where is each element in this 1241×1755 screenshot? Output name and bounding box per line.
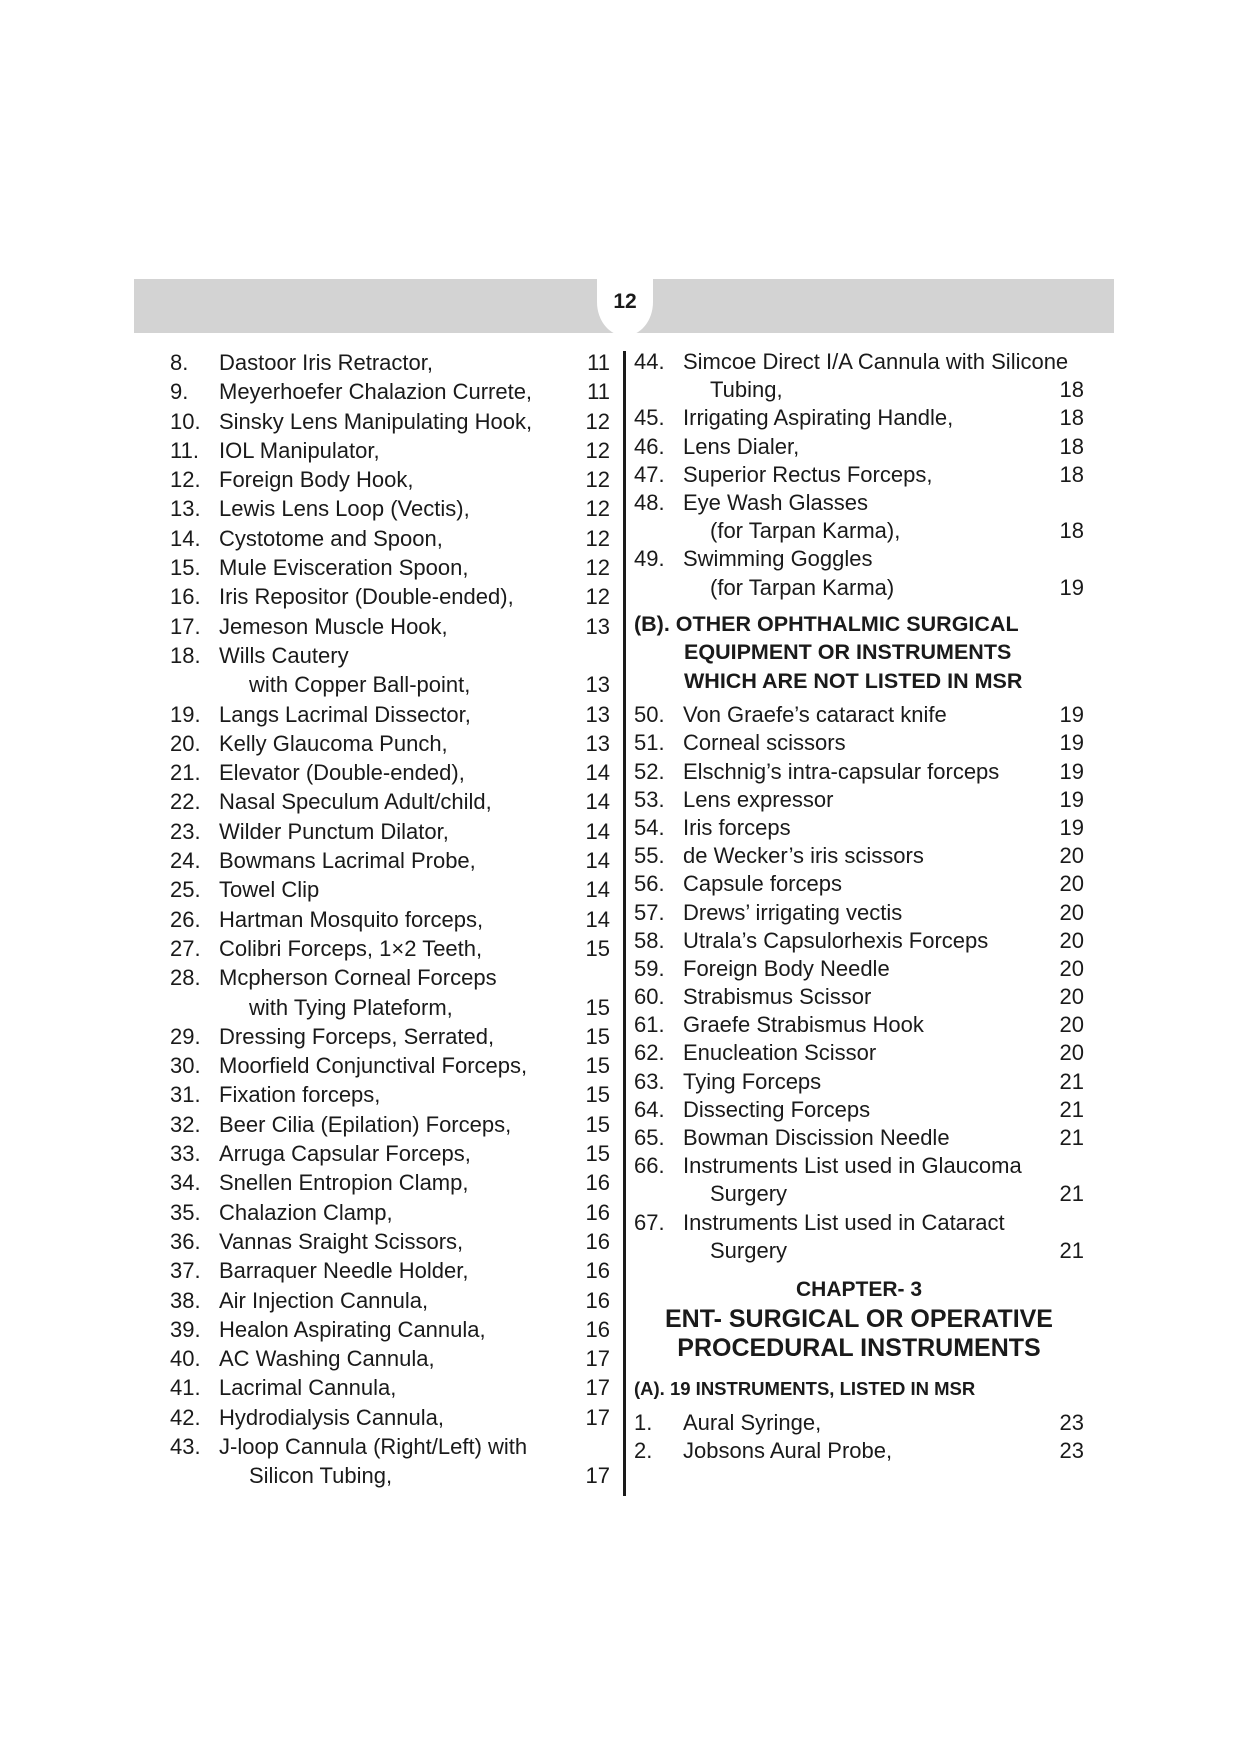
toc-entry-page: 20 bbox=[1059, 899, 1084, 925]
toc-entry-page: 13 bbox=[585, 672, 610, 698]
toc-entry-page: 20 bbox=[1059, 927, 1084, 953]
toc-entry-number: 57. bbox=[634, 899, 665, 925]
toc-entry-line bbox=[634, 1237, 1084, 1265]
toc-entry-page: 21 bbox=[1059, 1068, 1084, 1094]
toc-entry-title: Eye Wash Glasses bbox=[683, 489, 869, 515]
toc-entry-page: 15 bbox=[585, 935, 610, 961]
toc-entry-number: 64. bbox=[634, 1096, 665, 1122]
toc-entry-number: 22. bbox=[170, 789, 201, 815]
toc-entry-line bbox=[170, 1286, 610, 1315]
toc-entry-page: 14 bbox=[585, 906, 610, 932]
toc-entry-page: 23 bbox=[1059, 1409, 1084, 1435]
toc-entry-line bbox=[170, 758, 610, 787]
toc-entry-page: 20 bbox=[1059, 1040, 1084, 1066]
toc-entry-number: 21. bbox=[170, 760, 201, 786]
toc-entry-title: (for Tarpan Karma), bbox=[710, 518, 901, 544]
toc-entry-number: 12. bbox=[170, 467, 201, 493]
toc-entry-line bbox=[170, 1110, 610, 1139]
toc-entry-page: 12 bbox=[585, 555, 610, 581]
toc-entry-page: 13 bbox=[585, 730, 610, 756]
toc-entry-page: 16 bbox=[585, 1170, 610, 1196]
toc-entry-number: 19. bbox=[170, 701, 201, 727]
toc-entry-page: 15 bbox=[585, 1053, 610, 1079]
toc-entry-number: 24. bbox=[170, 848, 201, 874]
toc-entry-line bbox=[170, 1227, 610, 1256]
toc-entry-title: Kelly Glaucoma Punch, bbox=[219, 730, 448, 756]
toc-entry-page: 21 bbox=[1059, 1181, 1084, 1207]
toc-entry-title: Langs Lacrimal Dissector, bbox=[219, 701, 471, 727]
toc-list-ent-msr bbox=[634, 1409, 1084, 1465]
toc-entry-line bbox=[634, 1124, 1084, 1152]
toc-entry-number: 10. bbox=[170, 408, 201, 434]
toc-entry-line bbox=[170, 934, 610, 963]
toc-entry-line bbox=[634, 814, 1084, 842]
toc-entry-number: 65. bbox=[634, 1125, 665, 1150]
toc-entry-number: 44. bbox=[634, 349, 665, 374]
toc-entry-number: 60. bbox=[634, 984, 665, 1010]
toc-entry-number: 37. bbox=[170, 1258, 201, 1284]
toc-entry-line bbox=[634, 1152, 1084, 1180]
toc-entry-title: Strabismus Scissor bbox=[683, 984, 872, 1010]
toc-entry-number: 55. bbox=[634, 843, 665, 869]
toc-entry-number: 58. bbox=[634, 927, 665, 953]
toc-entry-page: 15 bbox=[585, 1141, 610, 1167]
toc-entry-line bbox=[170, 1403, 610, 1432]
toc-entry-page: 11 bbox=[587, 379, 610, 405]
toc-entry-line bbox=[634, 955, 1084, 983]
toc-entry-title: Silicon Tubing, bbox=[249, 1463, 393, 1489]
toc-entry-title: Irrigating Aspirating Handle, bbox=[683, 405, 954, 431]
toc-entry-page: 12 bbox=[585, 496, 610, 522]
toc-entry-line bbox=[170, 465, 610, 494]
toc-entry-page: 12 bbox=[585, 437, 610, 463]
toc-entry-page: 19 bbox=[1059, 702, 1084, 728]
toc-entry-number: 39. bbox=[170, 1316, 201, 1342]
toc-entry-page: 19 bbox=[1059, 730, 1084, 756]
toc-entry-number: 54. bbox=[634, 814, 665, 840]
toc-entry-title: Sinsky Lens Manipulating Hook, bbox=[219, 408, 533, 434]
toc-entry-title: Elschnig’s intra-capsular forceps bbox=[683, 758, 1000, 784]
toc-entry-page: 14 bbox=[585, 877, 610, 903]
toc-entry-title: Jemeson Muscle Hook, bbox=[219, 613, 448, 639]
toc-entry-page: 18 bbox=[1059, 405, 1084, 431]
section-b-line3: WHICH ARE NOT LISTED IN MSR bbox=[684, 668, 1023, 693]
toc-entry-line bbox=[634, 927, 1084, 955]
toc-entry-line bbox=[170, 582, 610, 611]
toc-entry-page: 20 bbox=[1059, 871, 1084, 897]
toc-entry-line bbox=[170, 846, 610, 875]
toc-entry-line bbox=[634, 1437, 1084, 1465]
toc-entry-number: 20. bbox=[170, 730, 201, 756]
toc-entry-number: 49. bbox=[634, 546, 665, 572]
toc-entry-page: 23 bbox=[1059, 1438, 1084, 1464]
toc-entry-line bbox=[170, 817, 610, 846]
toc-entry-line bbox=[170, 553, 610, 582]
toc-entry-title: Surgery bbox=[710, 1181, 788, 1207]
toc-entry-page: 16 bbox=[585, 1287, 610, 1313]
toc-entry-line bbox=[170, 1344, 610, 1373]
chapter-heading bbox=[634, 1275, 1084, 1363]
toc-entry-line bbox=[634, 758, 1084, 786]
section-a-heading: (A). 19 INSTRUMENTS, LISTED IN MSR bbox=[634, 1377, 976, 1399]
toc-entry-title: (for Tarpan Karma) bbox=[710, 574, 895, 600]
toc-entry-title: Aural Syringe, bbox=[683, 1409, 822, 1435]
toc-entry-line bbox=[170, 377, 610, 406]
toc-entry-title: Bowman Discission Needle bbox=[683, 1125, 950, 1150]
toc-entry-page: 20 bbox=[1059, 843, 1084, 869]
chapter-title-line1: ENT- SURGICAL OR OPERATIVE bbox=[664, 1304, 1053, 1333]
toc-entry-line bbox=[634, 786, 1084, 814]
toc-entry-page: 17 bbox=[585, 1463, 610, 1489]
toc-entry-line bbox=[634, 1011, 1084, 1039]
toc-entry-title: AC Washing Cannula, bbox=[219, 1346, 435, 1372]
toc-entry-page: 12 bbox=[585, 584, 610, 610]
toc-entry-page: 19 bbox=[1059, 814, 1084, 840]
toc-entry-title: Enucleation Scissor bbox=[683, 1040, 877, 1066]
toc-entry-number: 29. bbox=[170, 1023, 201, 1049]
toc-entry-title: Dissecting Forceps bbox=[683, 1096, 871, 1122]
toc-entry-page: 16 bbox=[585, 1258, 610, 1284]
toc-entry-line bbox=[634, 870, 1084, 898]
toc-entry-title: Elevator (Double-ended), bbox=[219, 760, 465, 786]
toc-entry-line bbox=[634, 1096, 1084, 1124]
toc-entry-line bbox=[634, 1209, 1084, 1237]
toc-entry-title: Graefe Strabismus Hook bbox=[683, 1012, 924, 1038]
toc-list-other-ophthalmic bbox=[634, 701, 1084, 1265]
toc-entry-title: Moorfield Conjunctival Forceps, bbox=[219, 1053, 528, 1079]
toc-entry-line bbox=[170, 1168, 610, 1197]
toc-entry-page: 15 bbox=[585, 1111, 610, 1137]
toc-entry-number: 9. bbox=[170, 379, 189, 405]
toc-entry-number: 62. bbox=[634, 1040, 665, 1066]
toc-entry-number: 67. bbox=[634, 1209, 665, 1235]
toc-entry-number: 16. bbox=[170, 584, 201, 610]
toc-entry-title: Bowmans Lacrimal Probe, bbox=[219, 848, 476, 874]
toc-entry-line bbox=[634, 983, 1084, 1011]
toc-entry-page: 15 bbox=[585, 994, 610, 1020]
toc-entry-title: de Wecker’s iris scissors bbox=[683, 843, 924, 869]
toc-entry-line bbox=[634, 899, 1084, 927]
toc-entry-line bbox=[170, 1198, 610, 1227]
toc-entry-page: 18 bbox=[1059, 433, 1084, 459]
toc-entry-title: Cystotome and Spoon, bbox=[219, 525, 443, 551]
toc-entry-number: 63. bbox=[634, 1068, 665, 1094]
toc-entry-line bbox=[634, 729, 1084, 757]
toc-entry-line bbox=[170, 700, 610, 729]
toc-entry-line bbox=[170, 612, 610, 641]
toc-entry-page: 15 bbox=[585, 1023, 610, 1049]
toc-entry-line bbox=[170, 1315, 610, 1344]
toc-entry-line bbox=[170, 963, 610, 992]
toc-entry-page: 17 bbox=[585, 1375, 610, 1401]
toc-entry-number: 30. bbox=[170, 1053, 201, 1079]
toc-entry-page: 19 bbox=[1059, 758, 1084, 784]
toc-entry-title: Healon Aspirating Cannula, bbox=[219, 1316, 486, 1342]
toc-entry-title: Snellen Entropion Clamp, bbox=[219, 1170, 469, 1196]
toc-entry-title: Von Graefe’s cataract knife bbox=[683, 702, 947, 728]
toc-entry-page: 16 bbox=[585, 1199, 610, 1225]
toc-entry-line bbox=[170, 1461, 610, 1490]
toc-entry-title: Hydrodialysis Cannula, bbox=[219, 1404, 444, 1430]
toc-entry-title: Mule Evisceration Spoon, bbox=[219, 555, 469, 581]
toc-entry-title: Superior Rectus Forceps, bbox=[683, 461, 933, 487]
toc-entry-line bbox=[170, 993, 610, 1022]
toc-entry-line bbox=[170, 875, 610, 904]
toc-entry-title: Dressing Forceps, Serrated, bbox=[219, 1023, 495, 1049]
toc-entry-number: 66. bbox=[634, 1153, 665, 1179]
toc-entry-page: 18 bbox=[1059, 518, 1084, 544]
toc-entry-page: 14 bbox=[585, 818, 610, 844]
toc-entry-number: 26. bbox=[170, 906, 201, 932]
toc-entry-line bbox=[634, 1068, 1084, 1096]
toc-entry-page: 20 bbox=[1059, 984, 1084, 1010]
toc-entry-number: 2. bbox=[634, 1438, 653, 1464]
toc-entry-title: Air Injection Cannula, bbox=[219, 1287, 429, 1313]
toc-entry-page: 20 bbox=[1059, 955, 1084, 981]
toc-entry-number: 18. bbox=[170, 642, 201, 668]
toc-entry-line bbox=[170, 641, 610, 670]
toc-entry-number: 27. bbox=[170, 935, 201, 961]
toc-entry-line bbox=[170, 787, 610, 816]
section-b-line1: (B). OTHER OPHTHALMIC SURGICAL bbox=[634, 611, 1019, 636]
toc-entry-title: Lens expressor bbox=[683, 786, 834, 812]
toc-entry-title: Barraquer Needle Holder, bbox=[219, 1258, 469, 1284]
toc-entry-number: 25. bbox=[170, 877, 201, 903]
toc-entry-line bbox=[634, 376, 1084, 404]
toc-entry-line bbox=[170, 436, 610, 465]
toc-entry-number: 51. bbox=[634, 730, 665, 756]
toc-entry-line bbox=[634, 1409, 1084, 1437]
toc-entry-page: 11 bbox=[587, 350, 610, 375]
toc-entry-number: 17. bbox=[170, 613, 201, 639]
toc-entry-title: Corneal scissors bbox=[683, 730, 846, 756]
toc-entry-title: Instruments List used in Cataract bbox=[683, 1209, 1005, 1235]
toc-entry-number: 40. bbox=[170, 1346, 201, 1372]
toc-entry-line bbox=[634, 489, 1084, 517]
toc-entry-page: 12 bbox=[585, 467, 610, 493]
toc-entry-line bbox=[170, 1080, 610, 1109]
toc-entry-title: Foreign Body Needle bbox=[683, 955, 890, 981]
toc-entry-number: 13. bbox=[170, 496, 201, 522]
toc-entry-title: Colibri Forceps, 1×2 Teeth, bbox=[219, 935, 483, 961]
toc-entry-title: Vannas Sraight Scissors, bbox=[219, 1228, 464, 1254]
toc-entry-page: 19 bbox=[1059, 574, 1084, 600]
toc-entry-page: 17 bbox=[585, 1346, 610, 1372]
toc-entry-title: Capsule forceps bbox=[683, 871, 842, 897]
toc-entry-title: Instruments List used in Glaucoma bbox=[683, 1153, 1022, 1179]
toc-right-column bbox=[634, 348, 1084, 1465]
page-number: 12 bbox=[613, 290, 637, 313]
toc-entry-number: 23. bbox=[170, 818, 201, 844]
toc-entry-line bbox=[170, 729, 610, 758]
toc-entry-number: 53. bbox=[634, 786, 665, 812]
toc-entry-page: 21 bbox=[1059, 1096, 1084, 1122]
toc-entry-line bbox=[170, 348, 610, 377]
toc-entry-page: 18 bbox=[1059, 461, 1084, 487]
toc-entry-title: Lens Dialer, bbox=[683, 433, 800, 459]
toc-entry-number: 11. bbox=[170, 437, 199, 463]
toc-entry-title: with Tying Plateform, bbox=[249, 994, 453, 1020]
toc-entry-line bbox=[170, 1051, 610, 1080]
toc-entry-number: 38. bbox=[170, 1287, 201, 1313]
toc-entry-title: Nasal Speculum Adult/child, bbox=[219, 789, 492, 815]
toc-entry-line bbox=[634, 701, 1084, 729]
toc-entry-number: 33. bbox=[170, 1141, 201, 1167]
toc-entry-page: 12 bbox=[585, 525, 610, 551]
toc-entry-line bbox=[634, 404, 1084, 432]
toc-entry-page: 20 bbox=[1059, 1012, 1084, 1038]
toc-entry-number: 8. bbox=[170, 350, 189, 375]
toc-entry-number: 61. bbox=[634, 1012, 665, 1038]
toc-entry-number: 36. bbox=[170, 1228, 201, 1254]
chapter-label: CHAPTER- 3 bbox=[795, 1277, 922, 1301]
toc-entry-title: Utrala’s Capsulorhexis Forceps bbox=[683, 927, 989, 953]
toc-entry-title: Simcoe Direct I/A Cannula with Silicone bbox=[683, 349, 1069, 374]
toc-entry-page: 14 bbox=[585, 760, 610, 786]
toc-entry-line bbox=[170, 1432, 610, 1461]
toc-entry-title: Foreign Body Hook, bbox=[219, 467, 414, 493]
chapter-title-line2: PROCEDURAL INSTRUMENTS bbox=[677, 1333, 1041, 1362]
toc-entry-page: 21 bbox=[1059, 1125, 1084, 1150]
toc-entry-title: Towel Clip bbox=[219, 877, 320, 903]
toc-entry-line bbox=[634, 348, 1084, 376]
toc-entry-number: 46. bbox=[634, 433, 665, 459]
toc-entry-number: 35. bbox=[170, 1199, 201, 1225]
toc-entry-number: 15. bbox=[170, 555, 201, 581]
toc-left-column bbox=[170, 348, 610, 1491]
toc-entry-number: 48. bbox=[634, 489, 665, 515]
toc-entry-line bbox=[634, 517, 1084, 545]
toc-entry-number: 41. bbox=[170, 1375, 201, 1401]
toc-entry-page: 14 bbox=[585, 848, 610, 874]
toc-entry-title: Tubing, bbox=[710, 377, 783, 403]
toc-entry-line bbox=[170, 407, 610, 436]
toc-entry-line bbox=[170, 670, 610, 699]
toc-entry-number: 59. bbox=[634, 955, 665, 981]
toc-entry-page: 15 bbox=[585, 1082, 610, 1108]
toc-entry-page: 18 bbox=[1059, 377, 1084, 403]
toc-entry-line bbox=[634, 574, 1084, 602]
column-divider bbox=[623, 351, 626, 1496]
toc-entry-line bbox=[170, 1256, 610, 1285]
toc-entry-title: IOL Manipulator, bbox=[219, 437, 380, 463]
toc-entry-number: 42. bbox=[170, 1404, 201, 1430]
toc-entry-title: Beer Cilia (Epilation) Forceps, bbox=[219, 1111, 512, 1137]
toc-entry-page: 14 bbox=[585, 789, 610, 815]
toc-entry-number: 14. bbox=[170, 525, 201, 551]
toc-entry-title: Iris forceps bbox=[683, 814, 791, 840]
section-b-line2: EQUIPMENT OR INSTRUMENTS bbox=[684, 640, 1012, 665]
toc-entry-title: Wilder Punctum Dilator, bbox=[219, 818, 449, 844]
toc-entry-line bbox=[634, 1039, 1084, 1067]
toc-entry-number: 47. bbox=[634, 461, 665, 487]
toc-entry-number: 56. bbox=[634, 871, 665, 897]
toc-entry-line bbox=[170, 1373, 610, 1402]
toc-entry-title: Drews’ irrigating vectis bbox=[683, 899, 903, 925]
toc-entry-title: Dastoor Iris Retractor, bbox=[219, 350, 433, 375]
toc-entry-title: Tying Forceps bbox=[683, 1068, 822, 1094]
toc-entry-number: 34. bbox=[170, 1170, 201, 1196]
toc-entry-line bbox=[634, 461, 1084, 489]
toc-entry-line bbox=[170, 1022, 610, 1051]
toc-entry-line bbox=[634, 545, 1084, 573]
toc-list-ophthalmic-msr bbox=[634, 348, 1084, 602]
toc-entry-title: Chalazion Clamp, bbox=[219, 1199, 393, 1225]
toc-entry-title: Iris Repositor (Double-ended), bbox=[219, 584, 514, 610]
toc-entry-line bbox=[170, 524, 610, 553]
toc-entry-line bbox=[634, 1180, 1084, 1208]
toc-entry-page: 16 bbox=[585, 1228, 610, 1254]
toc-entry-page: 19 bbox=[1059, 786, 1084, 812]
toc-entry-page: 16 bbox=[585, 1316, 610, 1342]
toc-entry-title: Lacrimal Cannula, bbox=[219, 1375, 397, 1401]
toc-entry-title: Hartman Mosquito forceps, bbox=[219, 906, 484, 932]
toc-entry-number: 32. bbox=[170, 1111, 201, 1137]
toc-entry-line bbox=[634, 842, 1084, 870]
toc-entry-title: Lewis Lens Loop (Vectis), bbox=[219, 496, 470, 522]
toc-entry-title: Jobsons Aural Probe, bbox=[683, 1438, 893, 1464]
toc-entry-page: 13 bbox=[585, 701, 610, 727]
toc-entry-title: J-loop Cannula (Right/Left) with bbox=[219, 1433, 528, 1459]
toc-entry-number: 43. bbox=[170, 1433, 201, 1459]
toc-entry-line bbox=[170, 1139, 610, 1168]
toc-entry-number: 28. bbox=[170, 965, 201, 991]
toc-entry-line bbox=[170, 905, 610, 934]
toc-entry-title: Mcpherson Corneal Forceps bbox=[219, 965, 497, 991]
toc-entry-title: with Copper Ball-point, bbox=[249, 672, 471, 698]
toc-entry-number: 45. bbox=[634, 405, 665, 431]
toc-entry-page: 17 bbox=[585, 1404, 610, 1430]
toc-entry-number: 50. bbox=[634, 702, 665, 728]
toc-entry-number: 31. bbox=[170, 1082, 201, 1108]
toc-entry-line bbox=[170, 494, 610, 523]
toc-entry-page: 13 bbox=[585, 613, 610, 639]
toc-entry-number: 1. bbox=[634, 1409, 653, 1435]
toc-entry-line bbox=[634, 433, 1084, 461]
toc-entry-title: Surgery bbox=[710, 1237, 788, 1263]
toc-entry-page: 21 bbox=[1059, 1237, 1084, 1263]
toc-entry-page: 12 bbox=[585, 408, 610, 434]
toc-entry-title: Swimming Goggles bbox=[683, 546, 873, 572]
toc-entry-title: Arruga Capsular Forceps, bbox=[219, 1141, 471, 1167]
section-b-heading bbox=[634, 610, 1084, 696]
toc-entry-title: Fixation forceps, bbox=[219, 1082, 381, 1108]
toc-entry-title: Meyerhoefer Chalazion Currete, bbox=[219, 379, 533, 405]
toc-entry-number: 52. bbox=[634, 758, 665, 784]
toc-entry-title: Wills Cautery bbox=[219, 642, 349, 668]
